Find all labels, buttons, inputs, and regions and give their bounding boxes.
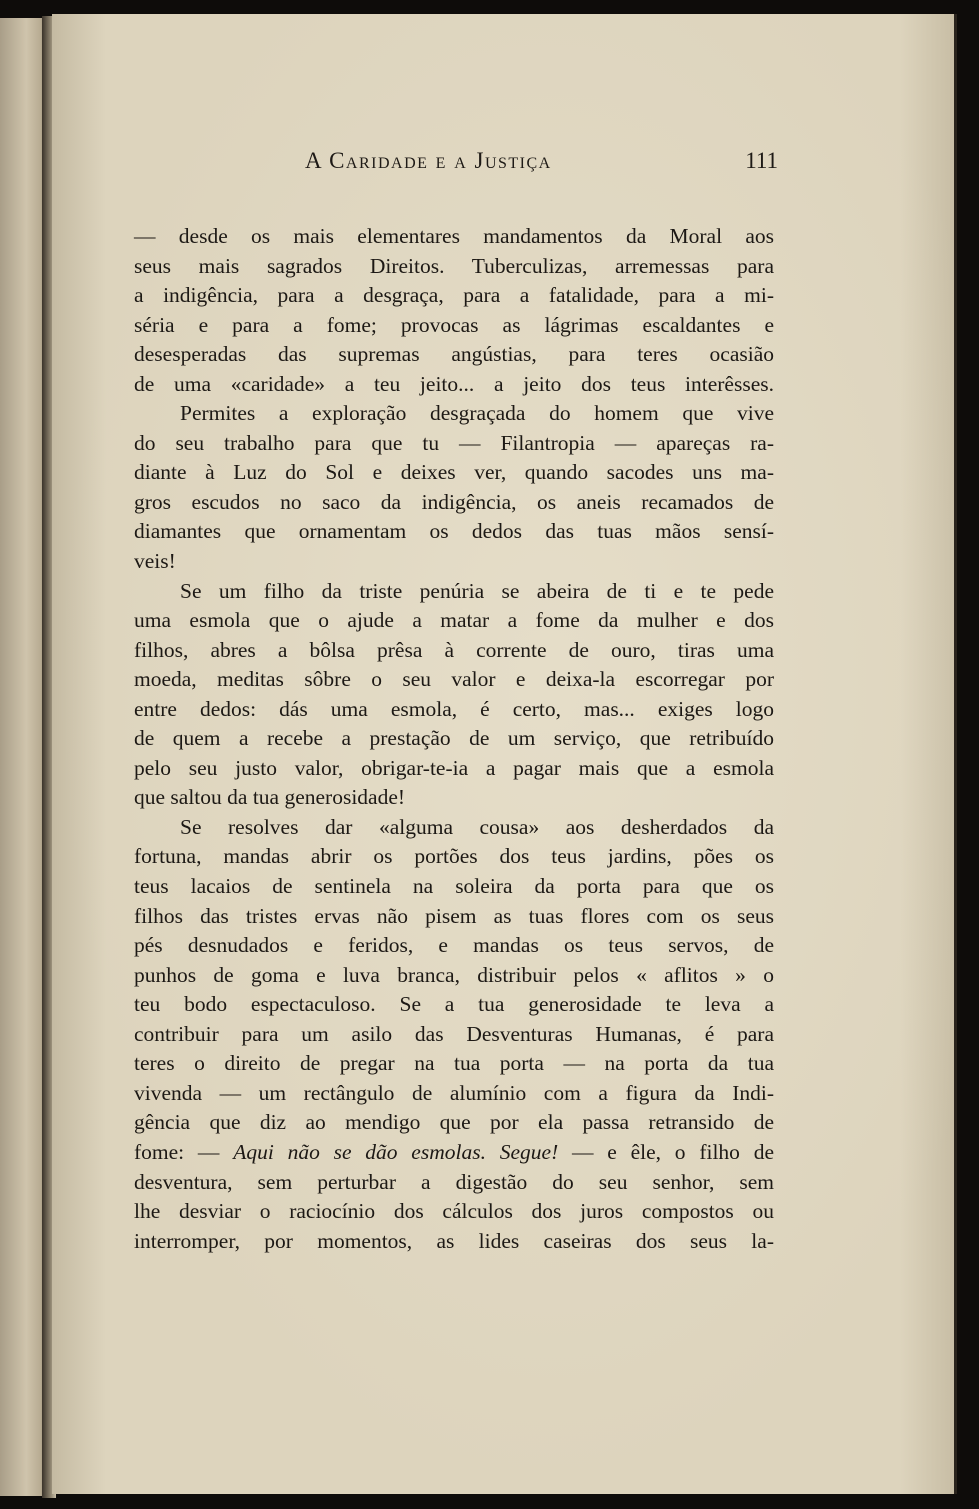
text-line: de uma «caridade» a teu jeito... a jeito dos teus interêsses. [134,371,774,396]
text-line: gros escudos no saco da indigência, os aneis recamados de [134,489,774,514]
text-line: diante à Luz do Sol e deixes ver, quando sacodes uns ma- [134,460,774,485]
text-line: teu bodo espectaculoso. Se a tua generosidade te leva a [134,992,774,1017]
running-head-title: A Caridade e a Justiça [305,148,552,173]
text-line: teres o direito de pregar na tua porta — na porta da tua [134,1051,774,1076]
text-line: de quem a recebe a prestação de um serviço, que retribuído [134,726,774,751]
text-line: seus mais sagrados Direitos. Tuberculizas, arremessas para [134,253,774,278]
paragraph-start-line: Permites a exploração desgraçada do homem que vive [180,401,774,426]
body-text [134,222,774,1256]
paragraph-end-line: veis! [134,549,176,574]
text-line: desesperadas das supremas angústias, para teres ocasião [134,342,774,367]
text-line: diamantes que ornamentam os dedos das tuas mãos sensí- [134,519,774,544]
text-line: pés desnudados e feridos, e mandas os teus servos, de [134,933,774,958]
line-segment: fome: — [134,1139,234,1164]
text-line: punhos de goma e luva branca, distribuir pelos « aflitos » o [134,962,774,987]
text-line: entre dedos: dás uma esmola, é certo, mas... exiges logo [134,696,774,721]
text-line: desventura, sem perturbar a digestão do seu senhor, sem [134,1169,774,1194]
paragraph-start-line: Se resolves dar «alguma cousa» aos desherdados da [180,814,774,839]
text-line: pelo seu justo valor, obrigar-te-ia a pagar mais que a esmola [134,755,774,780]
line-segment: — e êle, o filho de [558,1139,774,1164]
text-line: uma esmola que o ajude a matar a fome da mulher e dos [134,608,774,633]
text-line: contribuir para um asilo das Desventuras Humanas, é para [134,1021,774,1046]
text-line: — desde os mais elementares mandamentos da Moral aos [134,224,774,248]
text-line: filhos das tristes ervas não pisem as tuas flores com os seus [134,903,774,928]
text-line-with-italic [134,1138,774,1168]
text-line: lhe desviar o raciocínio dos cálculos dos juros compostos ou [134,1199,774,1224]
text-line: gência que diz ao mendigo que por ela passa retransido de [134,1110,774,1135]
page-number: 111 [745,148,778,173]
text-line: do seu trabalho para que tu — Filantropia — apareças ra- [134,430,774,455]
text-line: a indigência, para a desgraça, para a fatalidade, para a mi- [134,283,774,308]
facing-page-edge [0,18,48,1496]
italic-quote: Aqui não se dão esmolas. Segue! [233,1139,559,1164]
text-line: interromper, por momentos, as lides caseiras dos seus la- [134,1228,774,1253]
text-line: moeda, meditas sôbre o seu valor e deixa-la escorregar por [134,667,774,692]
text-line: séria e para a fome; provocas as lágrimas escaldantes e [134,312,774,337]
text-line: filhos, abres a bôlsa prêsa à corrente de ouro, tiras uma [134,637,774,662]
paragraph-end-line: que saltou da tua generosidade! [134,785,406,810]
text-line: fortuna, mandas abrir os portões dos teus jardins, pões os [134,844,774,869]
running-head [250,148,778,180]
text-line: vivenda — um rectângulo de alumínio com a figura da Indi- [134,1080,774,1105]
paragraph-start-line: Se um filho da triste penúria se abeira de ti e te pede [180,578,774,603]
text-line: teus lacaios de sentinela na soleira da porta para que os [134,874,774,899]
